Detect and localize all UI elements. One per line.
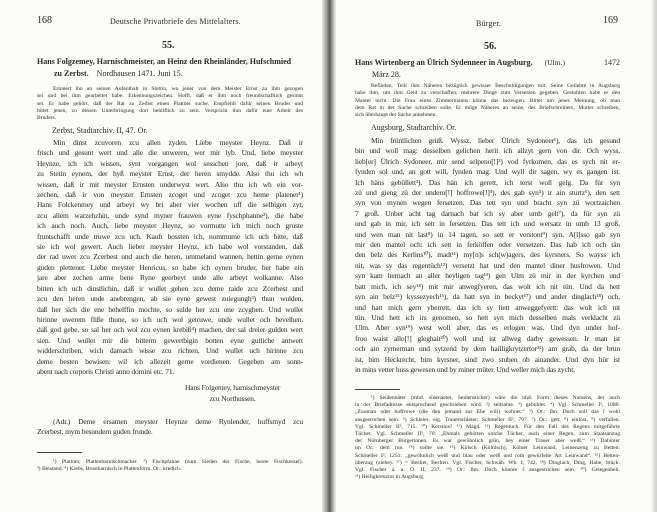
page-number: 168 [37, 15, 52, 26]
letter-number: 56. [484, 41, 497, 52]
footnote-line: Vgl. Fischer a. a. O. II, 237. ¹⁹) Or.: ſhn. Doch könnte ſ ausgestrichen sein. ²⁰) Gelegenheit. [355, 467, 620, 474]
letter-body [37, 138, 303, 377]
footnote-line: ²¹) Heiligkreuztor in Augsburg. [355, 474, 425, 481]
year: 1472 [604, 58, 620, 67]
summary-line: bittet jenen, zu dessen Unterbringung dort behilflich zu sein. Verspricht ihm dafür eine Arbeit des [37, 107, 303, 114]
title-line-1 [355, 57, 620, 69]
summary-line: habe ihm, um ihm Geld zu verschaffen, mehrere Dinge zum Versetzen gegeben. Gestohlen habe er den [355, 90, 620, 97]
place: (Ulm.) [544, 58, 566, 67]
body-line: zcu allem warzehzhin, unde synd myner frauwen eyne fyschphanne²), die habe [37, 210, 303, 220]
address-line: (Adr.) Deme ersamen meyster Heynze deme Rynlender, huffsmyd zcu [53, 417, 303, 426]
body-line: batt mich, ich sey¹⁴) mit mir anwegfyeren, das wolt ich nit tün. Und da hett [355, 281, 620, 291]
footnote-divider [355, 389, 400, 390]
body-line: sie ich wol gewert. Auch lieber meyster Heynz, ich habe wol vorstanden, daß [37, 242, 303, 252]
body-line: daß god gebe, so sal her och wol zcu eynen krebiß⁴) machen, der sal dreier gulden wert [37, 325, 303, 335]
body-line: deme besten bewisen: wil ich allezeit gerne vordienen. Gegeben am sonn- [37, 356, 303, 366]
date: März 28. [372, 70, 401, 79]
footnote-line: ¹) Plattner, Plattenharnischmacher. ²) Fischpfanne (zum Sieden der Fische, heute Fischkessel). [53, 459, 303, 465]
body-line: zu Stetin eynem, der hyß meyster Ernst, der heren smydde. Also thu ich wh [37, 169, 303, 179]
body-line: wissen, daß ir mit meyster Ernsten underwyst wert. Also thu ich wh ein vor- [37, 179, 303, 189]
footnote-line: im Or.: dem (un. ¹⁴) sollte sie. ¹⁵) Kölsch (Kölnisch), Kölner Leinwand, Leinenzeug zu Betten. [355, 445, 620, 452]
body-line: zcu den heren unde anebrengen, ab sie eyne gewest zuiegungh³) thun wulden, [37, 294, 303, 304]
letter-title [355, 57, 620, 81]
body-line: nit, was sy das regentüch¹²) versetzt hat und den mantel diner husfrowen. Und [355, 260, 620, 270]
archive-source: Zerbst, Stadtarchiv. II, 47. Or. [52, 126, 148, 135]
title-line: zu Zerbst. [54, 69, 89, 78]
body-line: den belz des Kerlins¹⁰), madt¹¹) my[n]s sch(w)agers, des kyrsners. So wayss ich [355, 250, 620, 260]
body-line: Hans Folckenmey und arbeyt wy bri aber vier wochen uff die selbigen zyt, [37, 200, 303, 210]
body-line: zechen, daß ir von meyster Ernsten zcoget und zcoget zcu heme platener¹) [37, 190, 303, 200]
letter-summary [37, 86, 303, 122]
body-line: syn kam hernach an aller heyligen tag¹³) gen Ulm zü mir in der kyrchen und [355, 271, 620, 281]
book-gutter [322, 0, 336, 512]
summary-line: Befinden. Teilt ihm Näheres bezüglich gewisser Beschuldigungen mit. Seine Geliebte in Augsburg [371, 83, 620, 89]
footnote-line: ¹) Seidennäter (mhd. sîdenaeter, Seidensticker) wäre die nhd. Form dieses Namens, der auch [371, 395, 620, 401]
footnote-line: überzug (ziehe). ¹⁷) = Becket, Becken. Vgl. Fischer, Schwäb. Wb. I, 742. ¹⁸) Dinglach, Ding, Habe, Stück. [355, 459, 620, 466]
body-line: jare aber zechen arme bene Ryne geerbeyt unde alle arbeyt wolkanne. Also [37, 273, 303, 283]
body-line: Ulm. Aber syn¹⁹) west woll aber, das es erlogen was. Und dyn under hof- [355, 323, 620, 333]
archive-source: Augsburg, Stadtarchiv. Or. [371, 123, 457, 132]
running-head: Deutsche Privatbriefe des Mittelalters. [110, 17, 241, 26]
body-line: 7 groß. Unber acht tag darnach bat ich sy aber umb gelt⁷), da für syn zü [355, 208, 620, 218]
body-line: zü und gieng zü der undero[!] hoffrowe[!]⁴), des gab syn⁵) ir ain sturtz⁶), den sett [355, 188, 620, 198]
body-line: och ain zymerman und sytzend by dem hailligkrytzertor²¹) am grab, da der brun [355, 344, 620, 354]
letter-address [37, 417, 303, 438]
body-line: Min dinst zcuvoren zcu allen zyden. Liebe meyster Heynz. Daß ir [53, 138, 303, 147]
summary-line: sei. Er habe gehört, daß der Rat zu Zerbst einen Plattner suche. Empfiehlt dafür seinen Bruder und [37, 100, 303, 107]
body-line: syn von mynen wegen fersetzen. Das tett syn und bracht syn zü wortzaichen [355, 198, 620, 208]
summary-line: Mantel nicht. Die Frau eines Zimmermanns könne das bezeugen. Bittet um jenes Meinung, ob man [355, 97, 620, 104]
summary-line: sei und bei ihm gearbeitet habe. Erkennungszeichen. Hofft, daß er ihm noch freundschaftlich gesinnt [37, 93, 303, 100]
footnote-line: „Zuoman oder hoffrowe (die den jemand zur Ehe will) wohnet.“ ⁵) Or.: ſhn. Doch soll das ſ wohl [355, 409, 620, 416]
footnote-line: Vgl. Schmeller II², 715. ¹⁰) Kerstins? ¹¹) Magd. ¹²) Regentuch. Für den Fall des Regens mitgeführte [355, 423, 620, 430]
body-line: und wen man nit last⁸) in 14 tagen, so sett er verstont⁹) syn. A[l]sso gab syn [355, 229, 620, 239]
title-line: Hans Wirtenberg an Ülrich Sydenneer in Augsburg. [355, 58, 533, 67]
body-line: und gab in mir, ich sett in fersetzen. Das tett ich und wersatz in umb 13 groß, [355, 219, 620, 229]
body-line: lieb[er] Ülrich Sydoneer, mir send selpeno[!]²) vod fyrkomen, das es sych nit er- [355, 156, 620, 166]
body-line: fynden sol und, an gott will, fynden mag. Und wyll dir sagen, wy es gangen ist. [355, 167, 620, 177]
body-line: Min früntlichen grüß. Wyssz, lieber Ülrich Sydoneer¹), das ich gesund [371, 136, 620, 145]
left-page [0, 0, 328, 512]
page-number: 169 [603, 15, 618, 26]
footnote-divider [37, 452, 82, 453]
body-line: Ich häns gebüllett³). Das hän ich gerett, ich terst woll gelg. Da für syn [355, 177, 620, 187]
body-line: Heynze, ich ich wissen, synt vorgangen wol sesschen jore, daß ir arbeyt [37, 158, 303, 168]
summary-line: dem Rat in der Sache schreiben solle. Er möge Näheres an seine, des Briefschreibers, Mutter schreiben, [355, 104, 620, 111]
body-line: und hatt mich gern yberrett, das ich sy hett anweggefyertt: das wolt ich nit [355, 302, 620, 312]
body-line: mir den mantel och: ich sett in ferköffen oder versetzen. Das hab ich och tän [355, 240, 620, 250]
footnote-line: in der Briefadresse entsprechend geschrieben wird. ²) seltsame. ³) gebuhlet. ⁴) Vgl. Schmeller I², 1086: [355, 402, 620, 409]
right-page [328, 0, 657, 512]
footnote-line: der Nürnberger Bürgerinnen. Es war gewöhnlich grün, bey einer Trauer aber weiß.“ ¹³) Dahinter [355, 438, 620, 445]
summary-line: Bruders. [37, 115, 57, 122]
body-line: widderschriben, wich darnach wisse zcu richten. Und wullet uch hirinne zcu [37, 346, 303, 356]
footnotes [37, 459, 303, 473]
running-head: Bürger. [476, 19, 502, 28]
footnote-line: Tücher. Vgl. Schmeller II², 70: „Ehmals gehörten solche Tücher, auch einer Regen, zum Staatsanzug [355, 431, 620, 438]
body-line: ich auch noch. Auch, liebe meyster Heynz, so vormutte ich mich noch gruste [37, 221, 303, 231]
title-line-2 [37, 68, 291, 80]
footnote-line: ³) Beistand. ⁴) Krebs, Brustharnisch in Plattenform. Or.: kredich. [37, 466, 182, 473]
letter-title [37, 56, 291, 80]
letter-summary [355, 83, 620, 119]
signature-line: zcu Northussen. [209, 394, 256, 403]
body-line: syn ain belz¹⁵) kyssezyech¹⁶), da hatt syn in beckyt¹⁷) und ander dinglach¹⁸) och, [355, 292, 620, 302]
body-line: tün. Und hett ich irs genomen, so hett syn mich desselben mals verklacht zü [355, 312, 620, 322]
body-line: frou waist allo[!] gleghait²⁰) woll und ist allweg darby gewessen. Ir man ist [355, 333, 620, 343]
summary-line: sich überhaupt der Sache annehmen. [355, 112, 437, 119]
body-line: abent nach corporis Christi anno domini etc. 71. [37, 366, 175, 376]
signature-line: Hans Folgemey, harnischmeyster [185, 383, 281, 392]
footnote-line: ausgestrichen sein. ⁶) Schleier, eig. Trauerschleier; Schmeller II², 797. ⁷) Or.: gett. ⁸) einlöst. ⁹) verfallen. [355, 416, 620, 423]
body-line: guden plettener. Liebe meyster Henricus, so habe ich eynen bruder, her habe ein [37, 262, 303, 272]
body-line: ist, bim Heckrecht, bim kyrsner, sind zwo stuben ob ainander. Und dyn hür ist [355, 354, 620, 364]
letter-number: 55. [162, 40, 175, 51]
place-date: Nordhausen 1471. Juni 15. [96, 69, 183, 78]
body-line: fruntschafft unde truwe zcu uch. Kauft bossten ich, nommume ich uch bitte, daß [37, 231, 303, 241]
body-line: sien. Und wullet mir die bitterm gewertbigin botten eyne gutliche antwert [37, 335, 303, 345]
footnote-line: Schmeller I², 1251: „gewöhnlich weiß und blau oder weiß und roth gewürfelte Art Leinwand“. ¹⁶) Betten- [355, 452, 620, 459]
address-line: Zcerbest, mym besundern guden frunde. [37, 427, 153, 437]
body-line: daß her sich die ene behelffin mochte, so sulde her zcu one zcyghen. Und wullet [37, 304, 303, 314]
page-edge [652, 0, 657, 512]
title-line: Hans Folgzemey, Harnischmeister, an Heinz den Rheinländer, Hufschmied [37, 57, 292, 66]
body-line: frisch und gesunt wert und alle die unweren, wer mir lyb. Und, liebe meyster [37, 148, 303, 158]
signature [185, 382, 280, 404]
body-line: in mins vetter huss gewesen und by miner müter. Und weller mich das zycht, [355, 364, 575, 374]
body-line: bitten ich uch dinstlichin, daß ir wullet gehen zcu deme raide zcu Zcerbest und [37, 283, 303, 293]
footnotes [355, 395, 620, 481]
body-line: bin und woll mag: desselben gelichen herit ich allzyt gern von dir. Och wyss, [355, 146, 620, 156]
summary-line: Erinnert ihn an seinen Aufenthalt in Stettin, wo jener von dem Meister Ernst zu ihm gezogen [53, 86, 303, 92]
letter-body [355, 136, 620, 375]
body-line: hirinne uwerem fliße thune, so ich uch wol getruwe, unde wullet och bevelhen, [37, 314, 303, 324]
body-line: der rad uwer zcu Zcerbest und auch die heren, ummeland wannen, hettin gerne eynen [37, 252, 303, 262]
